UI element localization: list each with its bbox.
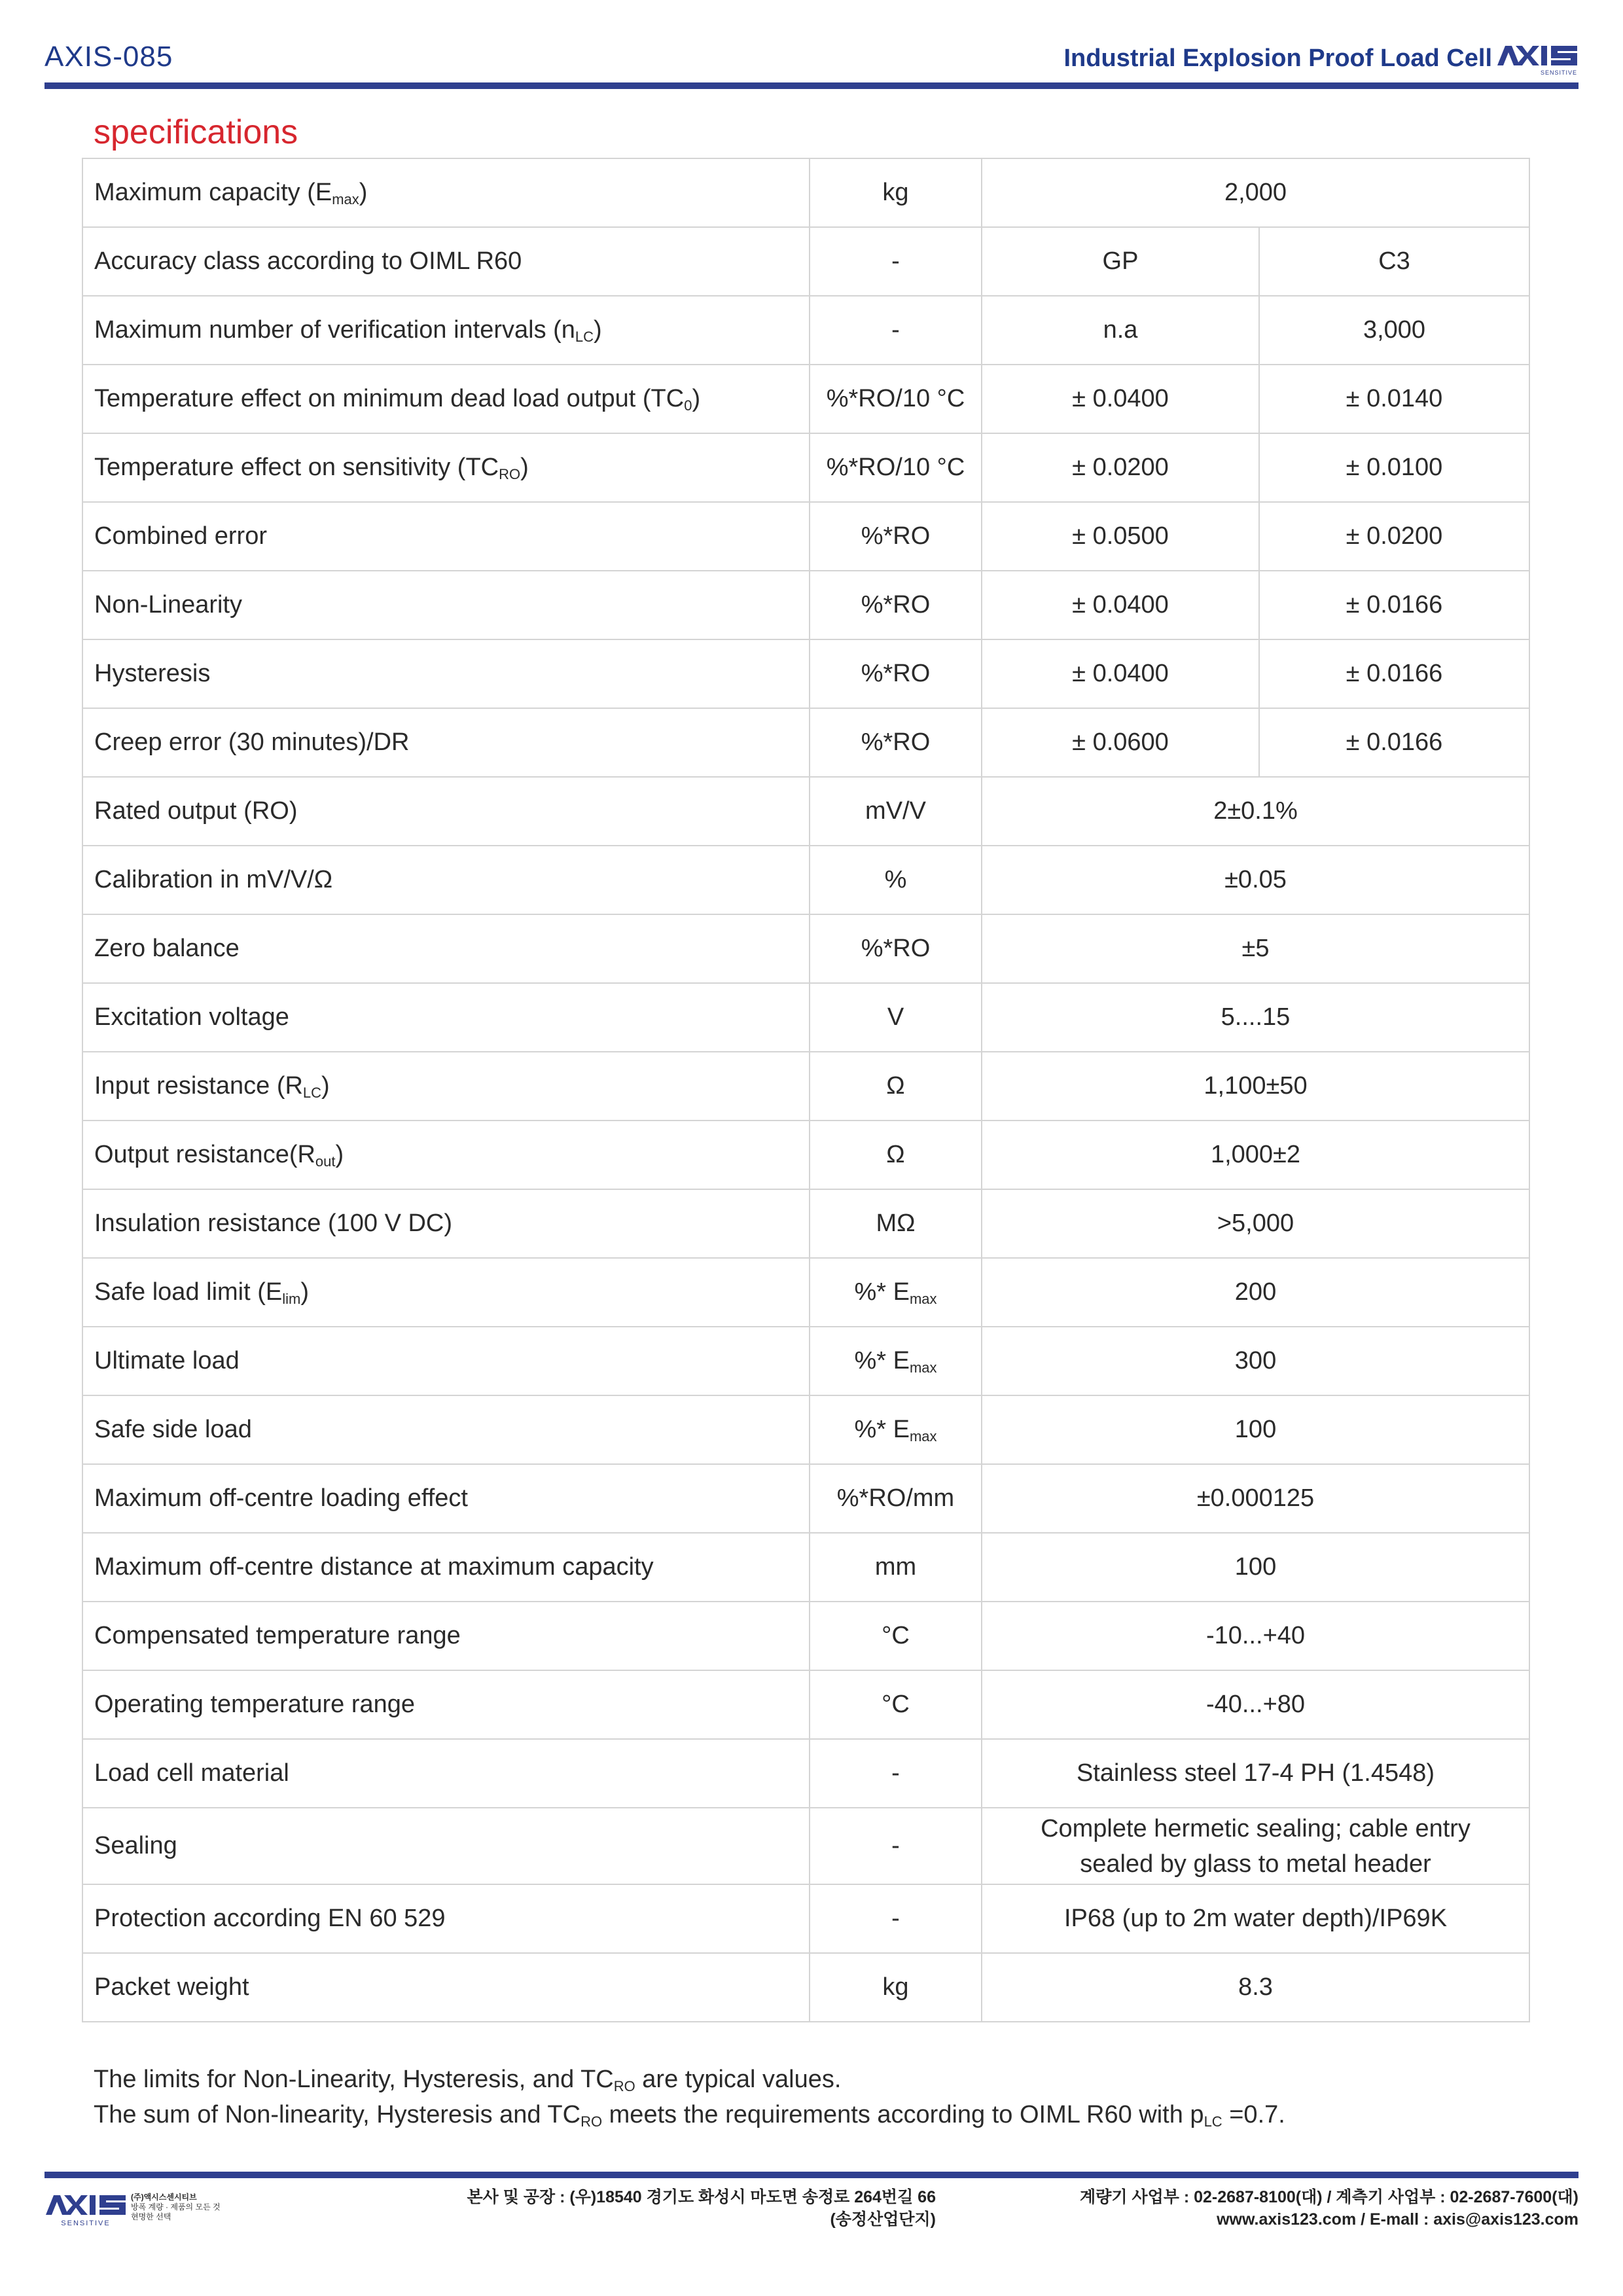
value-cell: 5....15 [982,983,1529,1052]
unit-cell: %*RO [810,571,982,639]
table-row [82,1739,1529,1808]
axis-logo-subtitle: SENSITIVE [1540,69,1577,76]
value-cell-gp: ± 0.0500 [982,502,1259,571]
parameter-cell: Operating temperature range [82,1670,810,1739]
section-title: specifications [94,113,298,151]
table-row [82,227,1529,296]
unit-cell: %*RO [810,914,982,983]
value-cell-c3: 3,000 [1259,296,1529,365]
footer-web-email: www.axis123.com / E-mall : axis@axis123.com [1217,2210,1578,2229]
parameter-cell: Zero balance [82,914,810,983]
unit-cell: V [810,983,982,1052]
table-row [82,708,1529,777]
value-cell-gp: ± 0.0400 [982,365,1259,433]
value-cell: 2±0.1% [982,777,1529,846]
unit-cell: %*RO [810,639,982,708]
unit-cell: °C [810,1602,982,1670]
value-cell-c3: ± 0.0200 [1259,502,1529,571]
unit-cell: kg [810,1953,982,2022]
table-row [82,158,1529,227]
table-row [82,296,1529,365]
parameter-cell: Maximum capacity $(E_{max})$ [82,158,810,227]
axis-logo-mark [1497,46,1577,65]
footer-logo-subtitle: SENSITIVE [61,2219,111,2227]
parameter-cell: Rated output (RO) [82,777,810,846]
value-cell: 300 [982,1327,1529,1395]
value-cell: Stainless steel 17-4 PH (1.4548) [982,1739,1529,1808]
unit-cell: %*RO/10 °C [810,365,982,433]
parameter-cell: Compensated temperature range [82,1602,810,1670]
table-row [82,777,1529,846]
table-row [82,983,1529,1052]
unit-cell: %*RO [810,502,982,571]
footer-axis-logo [45,2190,127,2231]
specifications-table [82,158,1530,2022]
parameter-cell: Output $resistance(R_{out})$ [82,1121,810,1189]
footer-phone: 계량기 사업부 : 02-2687-8100(대) / 계측기 사업부 : 02-2687-7600(대) [1080,2188,1578,2206]
parameter-cell: Sealing [82,1808,810,1884]
unit-cell: %* $E_{max}$ [810,1395,982,1464]
unit-cell: %* $E_{max}$ [810,1258,982,1327]
value-cell: 2,000 [982,158,1529,227]
table-row [82,502,1529,571]
parameter-cell: Excitation voltage [82,983,810,1052]
value-cell-gp: ± 0.0400 [982,639,1259,708]
parameter-cell: Non-Linearity [82,571,810,639]
footer-axis-logo-mark [46,2195,126,2215]
table-row [82,1258,1529,1327]
table-row [82,1953,1529,2022]
table-row [82,571,1529,639]
value-cell-gp: n.a [982,296,1259,365]
parameter-cell: Combined error [82,502,810,571]
value-cell-gp: ± 0.0400 [982,571,1259,639]
document-title: Industrial Explosion Proof Load Cell [1063,45,1492,72]
unit-cell: - [810,1808,982,1884]
value-cell: Complete hermetic sealing; cable entry sealed by glass to metal header [982,1808,1529,1884]
value-cell: >5,000 [982,1189,1529,1258]
value-cell-c3: ± 0.0140 [1259,365,1529,433]
footnote-typical-values: The limits for Non-Linearity, Hysteresis, and $TC_{RO}$ are typical values. [94,2066,842,2094]
value-cell-gp: GP [982,227,1259,296]
footnote-oiml-requirement: The sum of Non-linearity, Hysteresis and $TC_{RO}$ meets the requirements according to OIML R60 with $p_{LC} =0.7$. [94,2101,1285,2130]
table-row [82,1602,1529,1670]
document-model-number: AXIS-085 [45,41,173,73]
parameter-cell: Input resistance $(R_{LC})$ [82,1052,810,1121]
parameter-cell: Temperature effect on sensitivity $(TC_{RO})$ [82,433,810,502]
parameter-cell: Packet weight [82,1953,810,2022]
table-row [82,1464,1529,1533]
value-cell: 100 [982,1395,1529,1464]
unit-cell: mm [810,1533,982,1602]
parameter-cell: Temperature effect on minimum dead load output $(TC_0)$ [82,365,810,433]
unit-cell: - [810,1739,982,1808]
company-slogan-2: 현명한 선택 [131,2212,171,2221]
table-row [82,1670,1529,1739]
value-cell-c3: ± 0.0100 [1259,433,1529,502]
unit-cell: %*RO/mm [810,1464,982,1533]
parameter-cell: Safe side load [82,1395,810,1464]
value-cell: 200 [982,1258,1529,1327]
unit-cell: °C [810,1670,982,1739]
value-cell-c3: ± 0.0166 [1259,571,1529,639]
table-row [82,1533,1529,1602]
table-row [82,1189,1529,1258]
company-name: (주)액시스센시티브 [131,2193,197,2202]
value-cell: IP68 (up to 2m water depth)/IP69K [982,1884,1529,1953]
unit-cell: MΩ [810,1189,982,1258]
value-cell-gp: ± 0.0600 [982,708,1259,777]
parameter-cell: Maximum off-centre loading effect [82,1464,810,1533]
value-cell-c3: ± 0.0166 [1259,708,1529,777]
value-cell-c3: C3 [1259,227,1529,296]
table-row [82,1808,1529,1884]
value-cell: ±0.05 [982,846,1529,914]
table-row [82,914,1529,983]
value-cell: 8.3 [982,1953,1529,2022]
value-cell: 1,100±50 [982,1052,1529,1121]
axis-logo [1496,41,1578,80]
unit-cell: % [810,846,982,914]
company-slogan: 방폭 계량 · 제품의 모든 것 [131,2202,221,2212]
parameter-cell: Maximum number of verification intervals $(n_{LC})$ [82,296,810,365]
footer-rule [45,2172,1578,2178]
table-row [82,639,1529,708]
header-rule [45,82,1578,89]
parameter-cell: Maximum off-centre distance at maximum capacity [82,1533,810,1602]
parameter-cell: Load cell material [82,1739,810,1808]
value-cell: -10...+40 [982,1602,1529,1670]
parameter-cell: Creep error (30 minutes)/DR [82,708,810,777]
unit-cell: %*RO [810,708,982,777]
footer-company [131,2193,229,2222]
unit-cell: - [810,1884,982,1953]
parameter-cell: Hysteresis [82,639,810,708]
unit-cell: Ω [810,1052,982,1121]
parameter-cell: Protection according EN 60 529 [82,1884,810,1953]
value-cell: ±5 [982,914,1529,983]
unit-cell: mV/V [810,777,982,846]
value-cell: -40...+80 [982,1670,1529,1739]
value-cell: 100 [982,1533,1529,1602]
parameter-cell: Ultimate load [82,1327,810,1395]
table-row [82,1052,1529,1121]
unit-cell: - [810,227,982,296]
value-cell: ±0.000125 [982,1464,1529,1533]
parameter-cell: Safe load limit $(E_{lim})$ [82,1258,810,1327]
footer-contact [1080,2186,1578,2231]
table-row [82,1121,1529,1189]
table-row [82,1884,1529,1953]
parameter-cell: Accuracy class according to OIML R60 [82,227,810,296]
footer-address: 본사 및 공장 : (우)18540 경기도 화성시 마도면 송정로 264번길 66 (송정산업단지) [467,2188,936,2229]
table-row [82,433,1529,502]
footnotes [94,2062,1285,2132]
value-cell-c3: ± 0.0166 [1259,639,1529,708]
unit-cell: %* $E_{max}$ [810,1327,982,1395]
table-row [82,365,1529,433]
value-cell: 1,000±2 [982,1121,1529,1189]
value-cell-gp: ± 0.0200 [982,433,1259,502]
unit-cell: %*RO/10 °C [810,433,982,502]
unit-cell: - [810,296,982,365]
table-row [82,1327,1529,1395]
unit-cell: Ω [810,1121,982,1189]
table-row [82,846,1529,914]
unit-cell: kg [810,158,982,227]
table-row [82,1395,1529,1464]
parameter-cell: Calibration in mV/V/Ω [82,846,810,914]
parameter-cell: Insulation resistance (100 V DC) [82,1189,810,1258]
